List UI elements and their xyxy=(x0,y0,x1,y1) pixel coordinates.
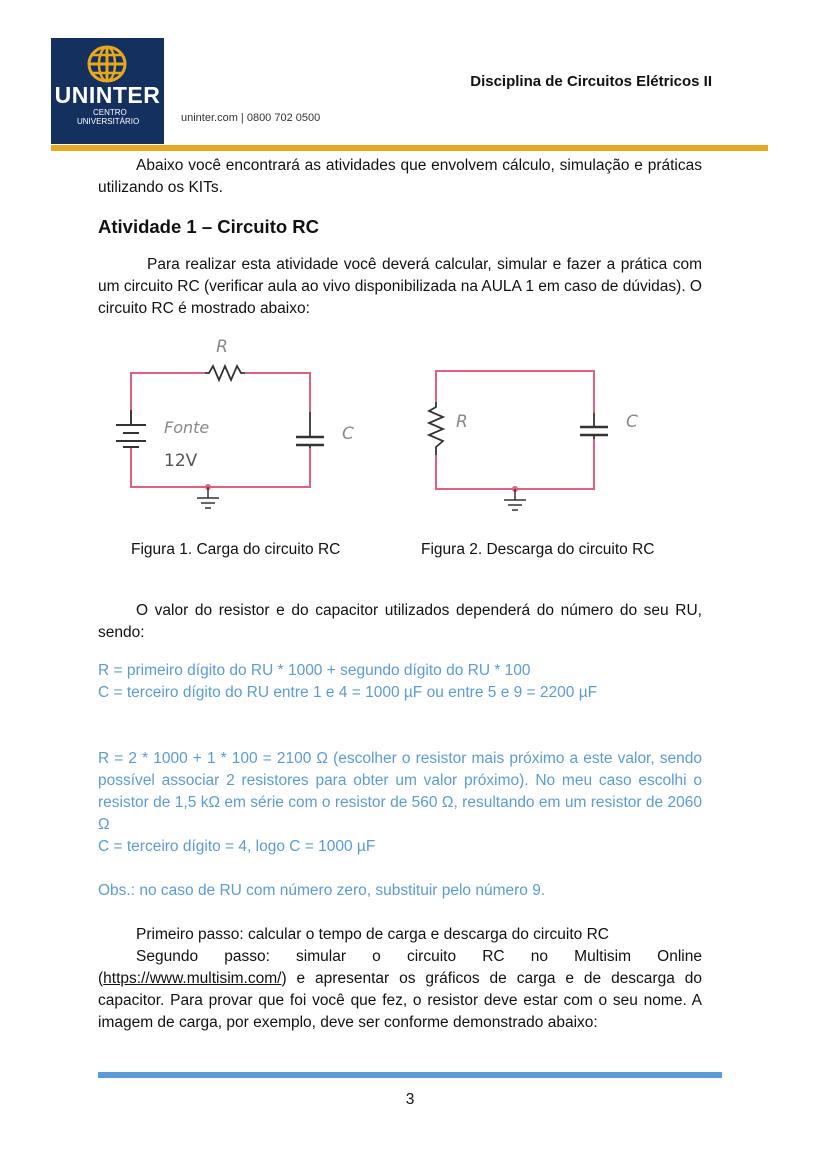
logo-subtitle-1: CENTRO xyxy=(93,108,127,117)
wire-bottom xyxy=(131,447,310,487)
formula-c: C = terceiro dígito do RU entre 1 e 4 = 1000 µF ou entre 5 e 9 = 2200 µF xyxy=(98,684,598,701)
wire-top xyxy=(436,371,594,413)
calculation-c: C = terceiro dígito = 4, logo C = 1000 µF xyxy=(98,838,376,855)
multisim-link[interactable]: https://www.multisim.com/ xyxy=(103,970,282,987)
formula-r: R = primeiro dígito do RU * 1000 + segundo dígito do RU * 100 xyxy=(98,662,531,679)
activity-paragraph: Para realizar esta atividade você deverá calcular, simular e fazer a prática com um circuito RC (verificar aula ao vivo disponibilizada na AULA 1 em caso de dúvidas). O circuito RC é mostrado abaixo: xyxy=(98,256,702,317)
resistor-label: R xyxy=(216,337,228,357)
capacitor-label: C xyxy=(342,424,354,444)
contact-info: uninter.com | 0800 702 0500 xyxy=(181,112,321,124)
resistor-label: R xyxy=(456,412,468,432)
logo-brand: UNINTER xyxy=(54,82,161,108)
observation-note: Obs.: no caso de RU com número zero, substituir pelo número 9. xyxy=(98,882,546,899)
page-number: 3 xyxy=(405,1091,415,1108)
voltage-label: 12V xyxy=(164,451,198,471)
activity-heading: Atividade 1 – Circuito RC xyxy=(98,216,320,237)
figure-2-caption: Figura 2. Descarga do circuito RC xyxy=(421,541,655,558)
step-2-text-start: Segundo passo: simular o circuito RC no Multisim Online ( xyxy=(98,948,702,987)
header-divider xyxy=(51,145,768,151)
wire-bottom xyxy=(436,439,594,489)
logo-subtitle-2: UNIVERSITÁRIO xyxy=(77,117,140,126)
step-1: Primeiro passo: calcular o tempo de carga e descarga do circuito RC xyxy=(136,926,609,943)
step-2-text-end: ) e apresentar os gráficos de carga e de descarga do capacitor. Para provar que foi você que fez, o resistor deve estar com o seu nome. A imagem de carga, por exemplo, deve ser conforme demonstrado abaixo: xyxy=(98,970,702,1031)
figure-1-charge-circuit xyxy=(110,330,370,520)
uninter-logo xyxy=(51,38,164,144)
globe-icon xyxy=(81,44,133,84)
values-paragraph: O valor do resistor e do capacitor utilizados dependerá do número do seu RU, sendo: xyxy=(98,602,702,641)
resistor-symbol xyxy=(205,366,245,380)
capacitor-label: C xyxy=(626,412,638,432)
calculation-r: R = 2 * 1000 + 1 * 100 = 2100 Ω (escolher o resistor mais próximo a este valor, sendo possível associar 2 resistores para obter um valor próximo). No meu caso escolhi o resistor de 1,5 kΩ em série com o resistor de 560 Ω, resultando em um resistor de 2060 Ω xyxy=(98,750,702,833)
figure-1-caption: Figura 1. Carga do circuito RC xyxy=(131,541,341,558)
step-2 xyxy=(98,946,702,1034)
wire-top-right xyxy=(245,373,310,412)
discipline-title: Disciplina de Circuitos Elétricos II xyxy=(470,73,712,90)
source-label: Fonte xyxy=(164,418,210,437)
resistor-symbol xyxy=(429,402,443,455)
figure-2-discharge-circuit xyxy=(415,355,655,525)
intro-paragraph: Abaixo você encontrará as atividades que envolvem cálculo, simulação e práticas utilizando os KITs. xyxy=(98,157,702,196)
footer-divider xyxy=(98,1072,722,1078)
